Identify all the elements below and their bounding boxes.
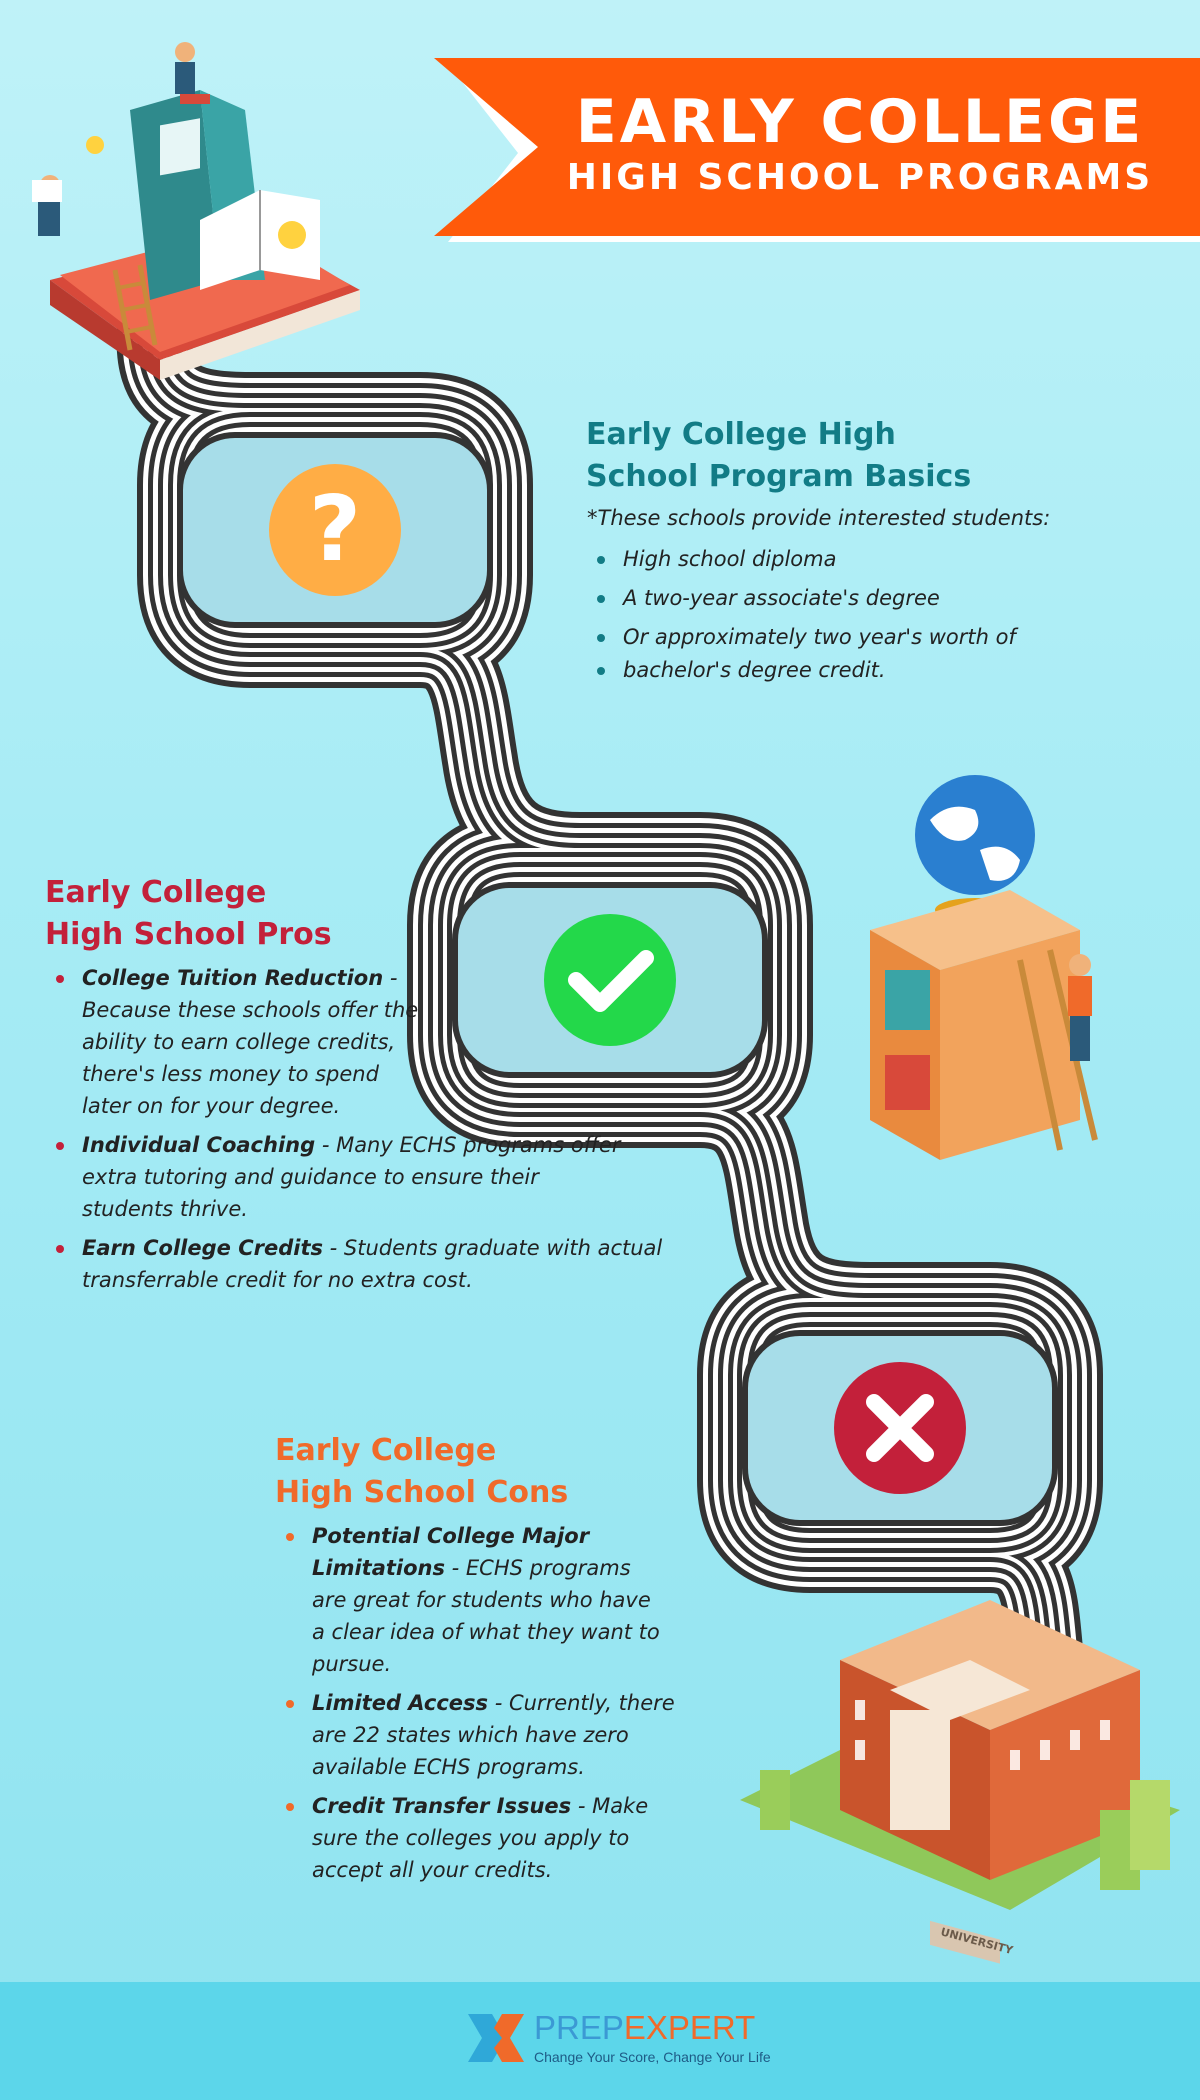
question-mark-icon: ? xyxy=(308,477,362,582)
con-3-text: - Make sure the colleges you apply to accept all your credits. xyxy=(312,1794,649,1882)
banner-title: EARLY COLLEGE xyxy=(575,87,1145,157)
cons-title-line1: Early College xyxy=(275,1433,497,1468)
list-item: High school diploma xyxy=(587,543,1067,575)
con-1-bold: Potential College Major Limitations xyxy=(312,1524,590,1580)
brand-name[interactable] xyxy=(534,2010,755,2046)
basics-title-line2: School Program Basics xyxy=(586,459,972,494)
list-item xyxy=(46,962,422,1122)
pros-list xyxy=(46,962,682,1303)
basics-note: *These schools provide interested students: xyxy=(587,506,1051,530)
books-illustration xyxy=(20,30,370,390)
pro-1-text: - Because these schools offer the ability to earn college credits, there's less money to spend later on for your degree. xyxy=(82,966,419,1118)
list-item xyxy=(276,1687,702,1783)
brand-tagline: Change Your Score, Change Your Life xyxy=(534,2049,771,2065)
brand-expert: EXPERT xyxy=(623,2009,756,2046)
list-item: A two-year associate's degree xyxy=(587,582,1067,614)
list-item xyxy=(276,1520,668,1680)
cons-title xyxy=(275,1430,568,1514)
con-2-bold: Limited Access xyxy=(312,1691,489,1715)
pros-title-line1: Early College xyxy=(45,875,267,910)
con-3-bold: Credit Transfer Issues xyxy=(312,1794,572,1818)
list-item xyxy=(276,1790,692,1886)
banner-subtitle: HIGH SCHOOL PROGRAMS xyxy=(566,157,1154,198)
con-2-text: - Currently, there are 22 states which have zero available ECHS programs. xyxy=(312,1691,675,1779)
cons-title-line2: High School Cons xyxy=(275,1475,569,1510)
list-item: bachelor's degree credit. xyxy=(587,654,1067,686)
university-sign-text: UNIVERSITY xyxy=(939,1925,1015,1958)
pros-title-line2: High School Pros xyxy=(45,917,332,952)
pro-3-text: - Students graduate with actual transferrable credit for no extra cost. xyxy=(82,1236,663,1292)
pro-2-text: - Many ECHS programs offer extra tutoring and guidance to ensure their students thrive. xyxy=(82,1133,621,1221)
con-1-text: - ECHS programs are great for students who have a clear idea of what they want to pursue. xyxy=(312,1556,660,1676)
list-item xyxy=(46,1129,622,1225)
basics-list xyxy=(587,543,1067,693)
brand-prep: PREP xyxy=(534,2009,624,2046)
pros-title xyxy=(45,872,332,956)
pro-2-bold: Individual Coaching xyxy=(82,1133,316,1157)
pro-3-bold: Earn College Credits xyxy=(82,1236,323,1260)
pro-1-bold: College Tuition Reduction xyxy=(82,966,384,990)
cons-list xyxy=(276,1520,702,1893)
prepexpert-logo-icon xyxy=(466,2010,526,2066)
list-item: Or approximately two year's worth of xyxy=(587,621,1067,653)
university-building-illustration xyxy=(740,1580,1180,1958)
list-item xyxy=(46,1232,682,1296)
bookshelf-globe-illustration xyxy=(860,770,1130,1170)
basics-title xyxy=(586,414,971,498)
basics-title-line1: Early College High xyxy=(586,417,896,452)
